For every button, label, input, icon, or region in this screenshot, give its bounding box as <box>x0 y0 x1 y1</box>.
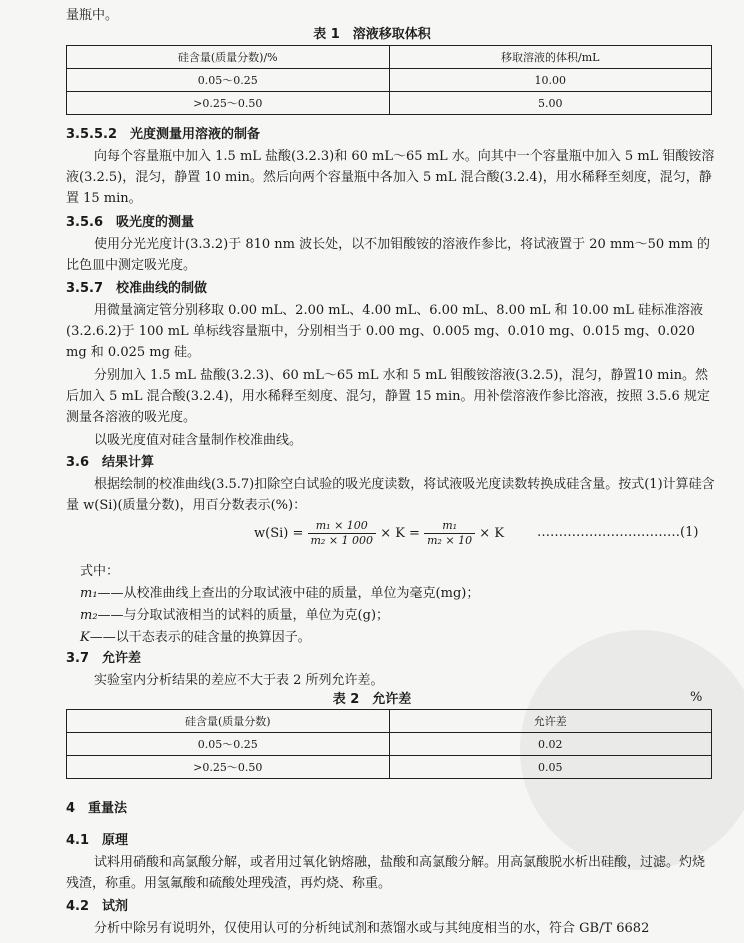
para-357-3: 以吸光度值对硅含量制作校准曲线。 <box>94 433 303 448</box>
table-row <box>67 69 712 92</box>
table2-cell: 0.02 <box>389 733 712 756</box>
table1-cell: 5.00 <box>389 92 712 115</box>
heading-3552: 3.5.5.2 光度测量用溶液的制备 <box>66 127 260 142</box>
formula-end: × K <box>479 526 505 541</box>
heading-356: 3.5.6 吸光度的测量 <box>66 215 195 230</box>
para-36: 根据绘制的校准曲线(3.5.7)扣除空白试验的吸光度读数，将试液吸光度读数转换成硅含量。按式(1)计算硅含量 w(Si)(质量分数)，用百分数表示(%)： <box>66 477 715 513</box>
table-row <box>67 92 712 115</box>
table1-cell: 0.05～0.25 <box>67 69 390 92</box>
table1-cell: 10.00 <box>389 69 712 92</box>
table1-header-1: 移取溶液的体积/mL <box>389 46 712 69</box>
definition-k: K——以干态表示的硅含量的换算因子。 <box>80 630 311 645</box>
heading-4: 4 重量法 <box>66 801 128 816</box>
top-line: 量瓶中。 <box>66 8 119 23</box>
para-357-1: 用微量滴定管分别移取 0.00 mL、2.00 mL、4.00 mL、6.00 mL、8.00 mL 和 10.00 mL 硅标准溶液(3.2.6.2)于 100 mL 单标线容量瓶中，分别相当于 0.00 mg、0.005 mg、0.010 mg、0.015 mg、0.020 mg 和 0.025 mg 硅。 <box>66 303 704 360</box>
table-row <box>67 756 712 779</box>
para-3552: 向每个容量瓶中加入 1.5 mL 盐酸(3.2.3)和 60 mL～65 mL 水。向其中一个容量瓶中加入 5 mL 钼酸铵溶液(3.2.5)，混匀，静置 10 min。然后向两个容量瓶中各加入 5 mL 混合酸(3.2.4)，用水稀释至刻度，混匀，静置 15 min。 <box>66 149 715 206</box>
definition-m1: m₁——从校准曲线上查出的分取试液中硅的质量，单位为毫克(mg)； <box>80 586 480 601</box>
formula-number: ……………………………(1) <box>537 525 699 540</box>
table2-cell: >0.25～0.50 <box>67 756 390 779</box>
table1-caption: 表 1 溶液移取体积 <box>313 27 431 42</box>
formula-mid: × K = <box>380 526 420 541</box>
heading-357: 3.5.7 校准曲线的制做 <box>66 281 208 296</box>
table2-header-1: 允许差 <box>389 710 712 733</box>
formula-fraction-2: $\frac{\text{m₁}}{\text{m₂ × 10}}$ <box>424 519 475 548</box>
table2-cell: 0.05～0.25 <box>67 733 390 756</box>
table2-header-0: 硅含量(质量分数) <box>67 710 390 733</box>
heading-37: 3.7 允许差 <box>66 651 142 666</box>
para-37: 实验室内分析结果的差应不大于表 2 所列允许差。 <box>94 673 384 688</box>
para-357-2: 分别加入 1.5 mL 盐酸(3.2.3)、60 mL～65 mL 水和 5 mL 钼酸铵溶液(3.2.5)，混匀，静置10 min。然后加入 5 mL 混合酸(3.2.4)，用水稀释至刻度、混匀，静置 15 min。用补偿溶液作参比溶液，按照 3.5.6 规定测量各溶液的吸光度。 <box>66 368 710 425</box>
table2-caption: 表 2 允许差 <box>332 692 412 707</box>
formula-fraction-1: $\frac{\text{m₁ × 100}}{\text{m₂ × 1 000}}$ <box>308 519 377 548</box>
heading-36: 3.6 结果计算 <box>66 455 155 470</box>
table2 <box>66 709 712 779</box>
table2-unit: % <box>690 690 703 705</box>
table2-cell: 0.05 <box>389 756 712 779</box>
heading-42: 4.2 试剂 <box>66 899 129 914</box>
definition-m2: m₂——与分取试液相当的试料的质量，单位为克(g)； <box>80 608 390 623</box>
para-41: 试料用硝酸和高氯酸分解，或者用过氧化钠熔融，盐酸和高氯酸分解。用高氯酸脱水析出硅酸，过滤。灼烧残渣，称重。用氢氟酸和硫酸处理残渣，再灼烧、称重。 <box>66 855 706 891</box>
where-label: 式中： <box>80 564 120 579</box>
table1-header-0: 硅含量(质量分数)/% <box>67 46 390 69</box>
table-row <box>67 733 712 756</box>
formula-lhs: w(Si) = <box>254 526 304 541</box>
formula-1 <box>254 516 504 552</box>
heading-41: 4.1 原理 <box>66 833 129 848</box>
para-42: 分析中除另有说明外，仅使用认可的分析纯试剂和蒸馏水或与其纯度相当的水，符合 GB/T 6682 <box>94 921 650 936</box>
table1 <box>66 45 712 115</box>
table1-cell: >0.25～0.50 <box>67 92 390 115</box>
para-356: 使用分光光度计(3.3.2)于 810 nm 波长处，以不加钼酸铵的溶液作参比，将试液置于 20 mm～50 mm 的比色皿中测定吸光度。 <box>66 237 711 273</box>
